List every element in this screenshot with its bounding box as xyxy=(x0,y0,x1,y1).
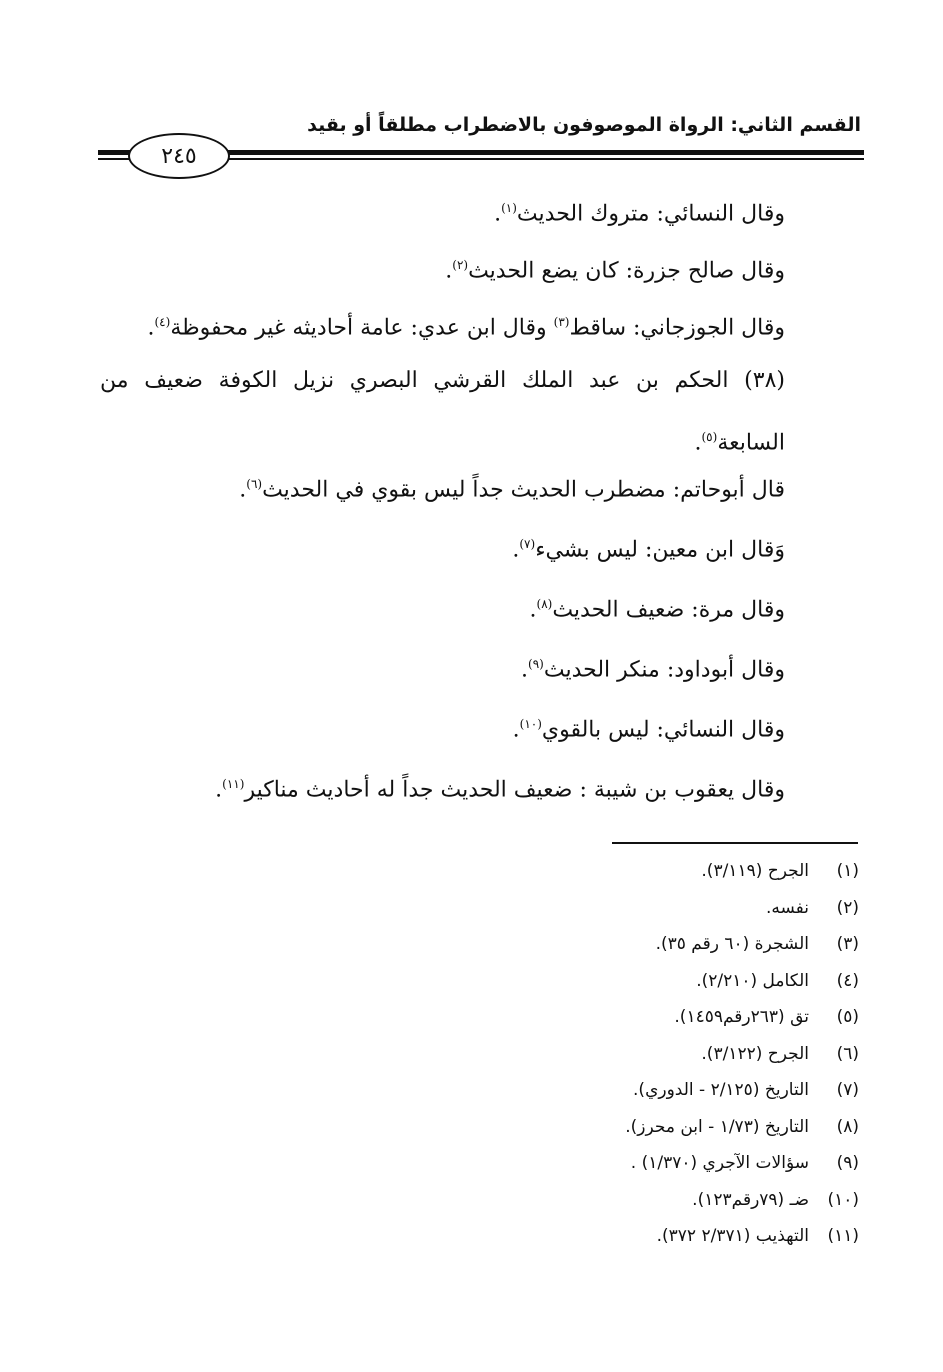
opinion-line: وقال أبوداود: منكر الحديث$^{(٩)}$. xyxy=(521,657,785,683)
footnote-ref: (٦) xyxy=(246,477,263,491)
footnote-text: نفسه. xyxy=(765,897,809,918)
body-text xyxy=(105,180,785,351)
footnote-text: الشجرة (٦٠ رقم ٣٥). xyxy=(655,934,809,954)
footnote xyxy=(439,926,859,963)
running-header-title: القسم الثاني: الرواة الموصوفون بالاضطراب مطلقاً أو بقيد xyxy=(307,114,861,136)
footnote-ref: (٤) xyxy=(154,315,171,329)
footnote xyxy=(439,1072,859,1109)
footnote-text: التاريخ (١/٧٣ - ابن محرز). xyxy=(625,1116,809,1137)
footnote-text: الجرح (٣/١٢٢). xyxy=(701,1043,809,1064)
footnote xyxy=(439,1109,859,1146)
footnote xyxy=(439,1182,859,1219)
opinion-line: وقال مرة: ضعيف الحديث$^{(٨)}$. xyxy=(529,597,785,623)
footnote-ref: (٩) xyxy=(528,657,544,671)
footnote xyxy=(439,1145,859,1182)
body-line: وقال النسائي: متروك الحديث$^{(١)}$. xyxy=(494,201,785,227)
footnote-ref: (٥) xyxy=(701,430,718,444)
footnote-number: (٧) xyxy=(836,1080,859,1100)
footnote-number: (١) xyxy=(836,861,859,881)
footnote-number: (١١) xyxy=(827,1226,859,1246)
footnote xyxy=(439,853,859,890)
footnote xyxy=(439,963,859,1000)
footnote-ref: (٢) xyxy=(452,258,469,272)
footnote-text: تق (٢٦٣رقم١٤٥٩). xyxy=(674,1007,809,1027)
page-number: ٢٤٥ xyxy=(128,133,230,179)
footnote-number: (٨) xyxy=(836,1116,859,1137)
opinion-line: وقال النسائي: ليس بالقوي$^{(١٠)}$. xyxy=(512,717,785,743)
footnote xyxy=(439,1036,859,1073)
entry-paragraph: (٣٨) الحكم بن عبد الملك القرشي البصري نزيل الكوفة ضعيف من السابعة$^{(٥)}$. xyxy=(100,368,785,456)
footnote-ref: (١٠) xyxy=(519,717,542,731)
footnote-ref: (٨) xyxy=(536,597,553,611)
footnote-text: الكامل (٢/٢١٠). xyxy=(696,970,809,991)
body-line: وقال صالح جزرة: كان يضع الحديث$^{(٢)}$. xyxy=(445,258,785,284)
opinion-line: قال أبوحاتم: مضطرب الحديث جداً ليس بقوي في الحديث$^{(٦)}$. xyxy=(239,477,785,503)
footnotes xyxy=(439,853,859,1255)
footnote-text: التاريخ (٢/١٢٥ - الدوري). xyxy=(633,1080,809,1100)
footnote-ref: (١١) xyxy=(222,777,245,791)
footnote-number: (٢) xyxy=(836,897,859,918)
footnote xyxy=(439,1218,859,1255)
footnote-number: (٦) xyxy=(836,1043,859,1064)
footnote-number: (٩) xyxy=(836,1153,859,1173)
footnote xyxy=(439,999,859,1036)
footnote-text: التهذيب (٢/٣٧١ ٣٧٢). xyxy=(656,1226,809,1246)
footnote-ref: (١) xyxy=(501,201,517,215)
footnote-text: الجرح (٣/١١٩). xyxy=(701,861,809,881)
opinion-line: وقال يعقوب بن شيبة : ضعيف الحديث جداً له أحاديث مناكير$^{(١١)}$. xyxy=(215,777,785,803)
footnote-ref: (٣) xyxy=(553,315,570,329)
footnote-ref: (٧) xyxy=(519,537,536,551)
footnote-number: (١٠) xyxy=(827,1189,859,1210)
footnote-text: سؤالات الآجري (١/٣٧٠) . xyxy=(630,1153,809,1173)
footnote-separator xyxy=(612,842,858,844)
footnote xyxy=(439,890,859,927)
body-line: وقال الجوزجاني: ساقط$^{(٣)}$ وقال ابن عدي: عامة أحاديثه غير محفوظة$^{(٤)}$. xyxy=(147,315,785,341)
footnote-number: (٥) xyxy=(836,1007,859,1027)
footnote-number: (٣) xyxy=(836,934,859,954)
opinion-line: وَقال ابن معين: ليس بشيء$^{(٧)}$. xyxy=(512,537,785,563)
footnote-number: (٤) xyxy=(836,970,859,991)
narrator-opinions xyxy=(165,454,785,814)
footnote-text: ضـ (٧٩رقم١٢٣). xyxy=(692,1189,809,1210)
